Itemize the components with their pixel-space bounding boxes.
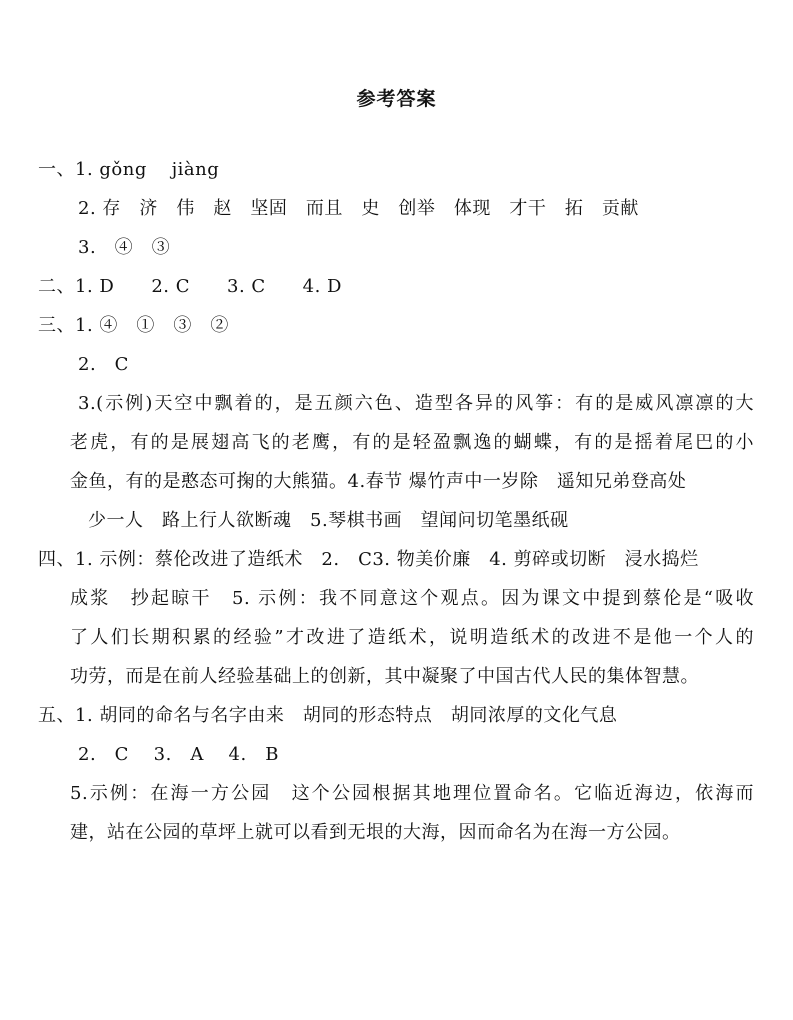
section-3-q3-line-2: 老虎，有的是展翅高飞的老鹰，有的是轻盈飘逸的蝴蝶，有的是摇着尾巴的小 <box>70 432 754 453</box>
section-1-q2: 2. 存 济 伟 赵 坚固 而且 史 创举 体现 才干 拓 贡献 <box>78 198 639 219</box>
section-5-q5-line-1: 5.示例：在海一方公园 这个公园根据其地理位置命名。它临近海边，依海而 <box>70 783 754 804</box>
section-5-q5-line-2: 建，站在公园的草坪上就可以看到无垠的大海，因而命名为在海一方公园。 <box>70 822 681 843</box>
section-4-line-2: 成浆 抄起晾干 5. 示例：我不同意这个观点。因为课文中提到蔡伦是“吸收 <box>70 588 754 609</box>
page-title: 参考答案 <box>356 88 437 110</box>
section-3-q2: 2. C <box>78 354 129 375</box>
section-1-q1: 一、1. gǒng jiàng <box>38 159 220 180</box>
section-3-q3-line-3: 金鱼，有的是憨态可掬的大熊猫。4.春节 爆竹声中一岁除 遥知兄弟登高处 <box>70 471 687 492</box>
section-3-q3-line-1: 3.(示例)天空中飘着的，是五颜六色、造型各异的风筝：有的是威风凛凛的大 <box>78 393 754 414</box>
section-5-q2-q4: 2. C 3. A 4. B <box>78 744 279 765</box>
section-2-answers: 二、1. D 2. C 3. C 4. D <box>38 276 342 297</box>
section-4-line-4: 功劳，而是在前人经验基础上的创新，其中凝聚了中国古代人民的集体智慧。 <box>70 666 699 687</box>
section-5-q1: 五、1. 胡同的命名与名字由来 胡同的形态特点 胡同浓厚的文化气息 <box>38 705 618 726</box>
section-4-line-1: 四、1. 示例：蔡伦改进了造纸术 2. C3. 物美价廉 4. 剪碎或切断 浸水捣烂 <box>38 549 699 570</box>
section-3-q1: 三、1. ④ ① ③ ② <box>38 315 229 336</box>
section-4-line-3: 了人们长期积累的经验”才改进了造纸术，说明造纸术的改进不是他一个人的 <box>70 627 754 648</box>
section-3-q5: 少一人 路上行人欲断魂 5.琴棋书画 望闻问切笔墨纸砚 <box>88 510 569 531</box>
section-1-q3: 3. ④ ③ <box>78 237 171 258</box>
